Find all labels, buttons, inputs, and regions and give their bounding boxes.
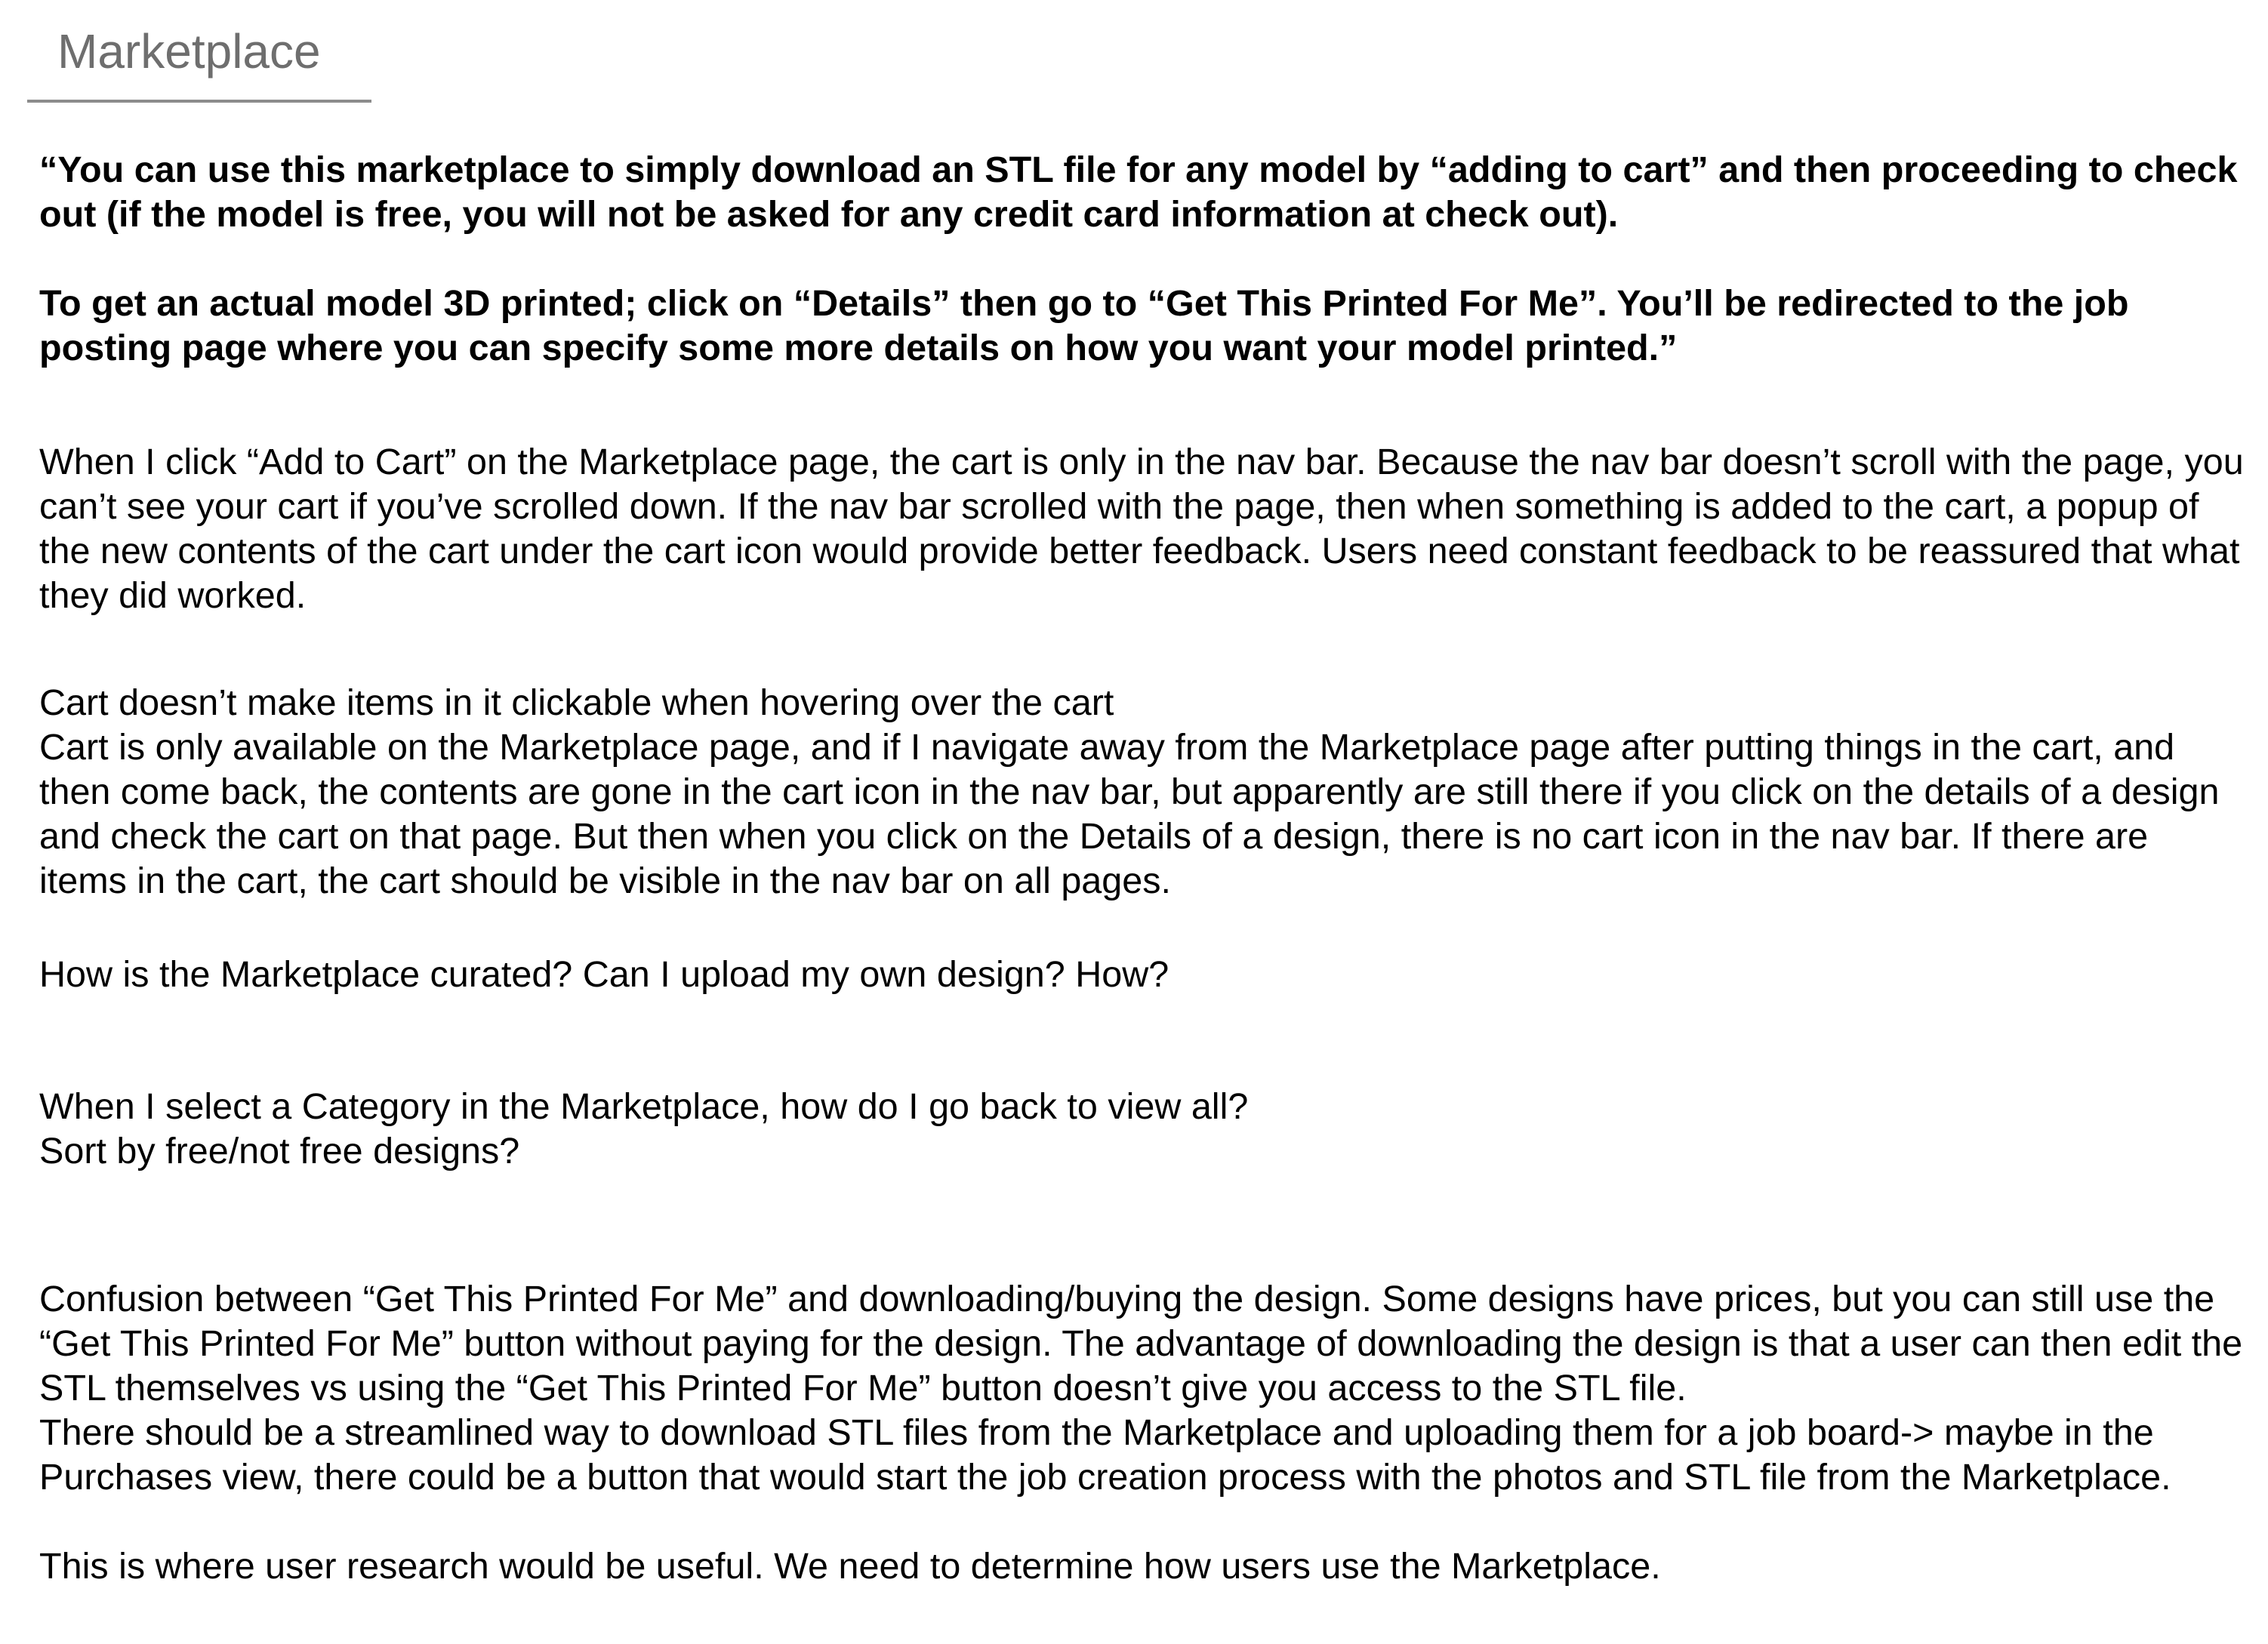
tab-title: Marketplace — [57, 24, 321, 79]
note-cart-clickable: Cart doesn’t make items in it clickable when hovering over the cart — [39, 682, 1114, 723]
note-research: This is where user research would be useful. We need to determine how users use the Marketplace. — [39, 1546, 1661, 1587]
note-sort: Sort by free/not free designs? — [39, 1131, 520, 1171]
document-body — [39, 148, 2244, 1589]
note-curation: How is the Marketplace curated? Can I upload my own design? How? — [39, 954, 1169, 995]
marketplace-tab[interactable] — [27, 18, 371, 103]
note-category: When I select a Category in the Marketplace, how do I go back to view all? — [39, 1086, 1249, 1127]
note-cart-feedback: When I click “Add to Cart” on the Marketplace page, the cart is only in the nav bar. Because the nav bar doesn’t scroll with the page, you can’t see your cart if you’ve scrolled down. If the nav bar scrolled with the page, then when something is added to the cart, a popup of the new contents of the cart under the cart icon would provide better feedback. Users need constant feedback to be reassured that what they did worked. — [39, 442, 2244, 616]
quote-paragraph-print: To get an actual model 3D printed; click on “Details” then go to “Get This Printed For Me”. You’ll be redirected to the job posting page where you can specify some more details on how you want your model printed.” — [39, 283, 2129, 368]
note-cart-availability: Cart is only available on the Marketplace page, and if I navigate away from the Marketplace page after putting things in the cart, and then come back, the contents are gone in the cart icon in the nav bar, but apparently are still there if you click on the details of a design and check the cart on that page. But then when you click on the Details of a design, there is no cart icon in the nav bar. If there are items in the cart, the cart should be visible in the nav bar on all pages. — [39, 727, 2220, 901]
quote-paragraph-download: “You can use this marketplace to simply download an STL file for any model by “adding to cart” and then proceeding to check out (if the model is free, you will not be asked for any credit card information at check out). — [39, 149, 2238, 235]
note-streamline: There should be a streamlined way to download STL files from the Marketplace and uploading them for a job board-> maybe in the Purchases view, there could be a button that would start the job creation process with the photos and STL file from the Marketplace. — [39, 1412, 2171, 1498]
note-confusion: Confusion between “Get This Printed For Me” and downloading/buying the design. Some designs have prices, but you can still use the “Get This Printed For Me” button without paying for the design. The advantage of downloading the design is that a user can then edit the STL themselves vs using the “Get This Printed For Me” button doesn’t give you access to the STL file. — [39, 1279, 2243, 1408]
